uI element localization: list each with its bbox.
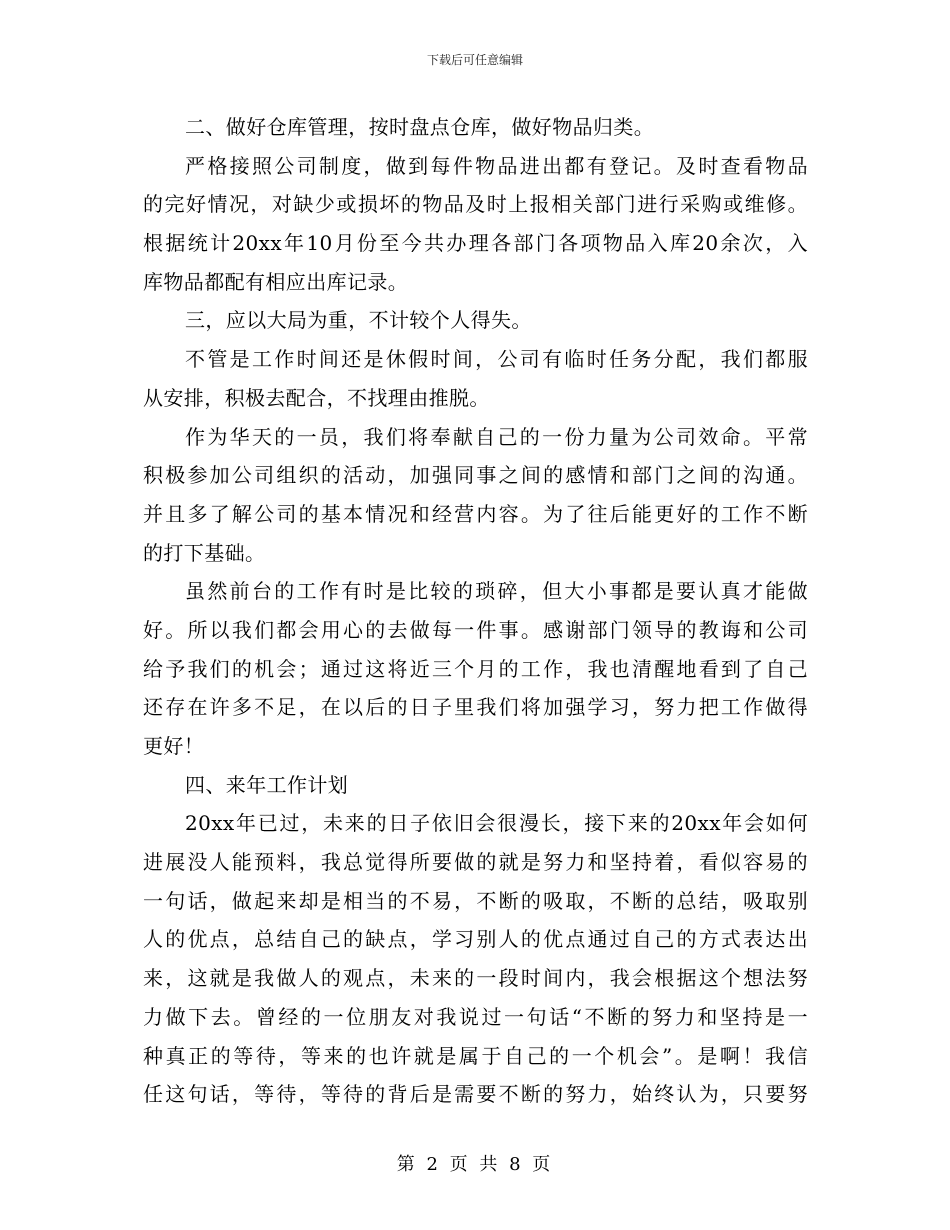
text-line: 从安排，积极去配合，不找理由推脱。 <box>143 385 490 410</box>
text-line: 种真正的等待，等来的也许就是属于自己的一个机会”。是啊！我信 <box>143 1043 808 1068</box>
text-line: 的完好情况，对缺少或损坏的物品及时上报相关部门进行采购或维修。 <box>143 192 808 217</box>
text-line: 一句话，做起来却是相当的不易，不断的吸取，不断的总结，吸取别 <box>143 888 808 913</box>
text-line: 还存在许多不足，在以后的日子里我们将加强学习，努力把工作做得 <box>143 695 808 720</box>
text-line: 20xx年已过，未来的日子依旧会很漫长，接下来的20xx年会如何 <box>185 811 808 836</box>
text-line: 的打下基础。 <box>143 540 266 565</box>
text-line: 好。所以我们都会用心的去做每一件事。感谢部门领导的教诲和公司 <box>143 617 808 642</box>
page-header-note: 下载后可任意编辑 <box>426 53 523 67</box>
text-line: 二、做好仓库管理，按时盘点仓库，做好物品归类。 <box>185 115 655 139</box>
document-body <box>143 108 808 1114</box>
text-line: 进展没人能预料，我总觉得所要做的就是努力和坚持着，看似容易的 <box>143 850 808 875</box>
text-line: 更好！ <box>143 734 205 758</box>
text-line: 库物品都配有相应出库记录。 <box>143 269 409 294</box>
text-line: 积极参加公司组织的活动，加强同事之间的感情和部门之间的沟通。 <box>143 463 808 488</box>
text-line: 任这句话，等待，等待的背后是需要不断的努力，始终认为，只要努 <box>143 1082 808 1107</box>
text-line: 严格接照公司制度，做到每件物品进出都有登记。及时查看物品 <box>185 153 808 178</box>
text-line: 力做下去。曾经的一位朋友对我说过一句话“不断的努力和坚持是一 <box>143 1004 808 1029</box>
text-line: 四、来年工作计划 <box>185 772 349 797</box>
text-line: 并且多了解公司的基本情况和经营内容。为了往后能更好的工作不断 <box>143 501 808 526</box>
text-line: 根据统计20xx年10月份至今共办理各部门各项物品入库20余次，入 <box>143 231 808 256</box>
text-line: 来，这就是我做人的观点，未来的一段时间内，我会根据这个想法努 <box>143 966 808 991</box>
text-line: 虽然前台的工作有时是比较的琐碎，但大小事都是要认真才能做 <box>185 579 808 604</box>
text-line: 作为华天的一员，我们将奉献自己的一份力量为公司效命。平常 <box>185 424 808 449</box>
text-line: 三，应以大局为重，不计较个人得失。 <box>185 308 532 333</box>
text-line: 给予我们的机会；通过这将近三个月的工作，我也清醒地看到了自己 <box>143 656 808 681</box>
text-line: 人的优点，总结自己的缺点，学习别人的优点通过自己的方式表达出 <box>143 927 808 952</box>
page-number: 第 2 页 共 8 页 <box>396 1154 554 1175</box>
text-line: 不管是工作时间还是休假时间，公司有临时任务分配，我们都服 <box>185 347 808 372</box>
